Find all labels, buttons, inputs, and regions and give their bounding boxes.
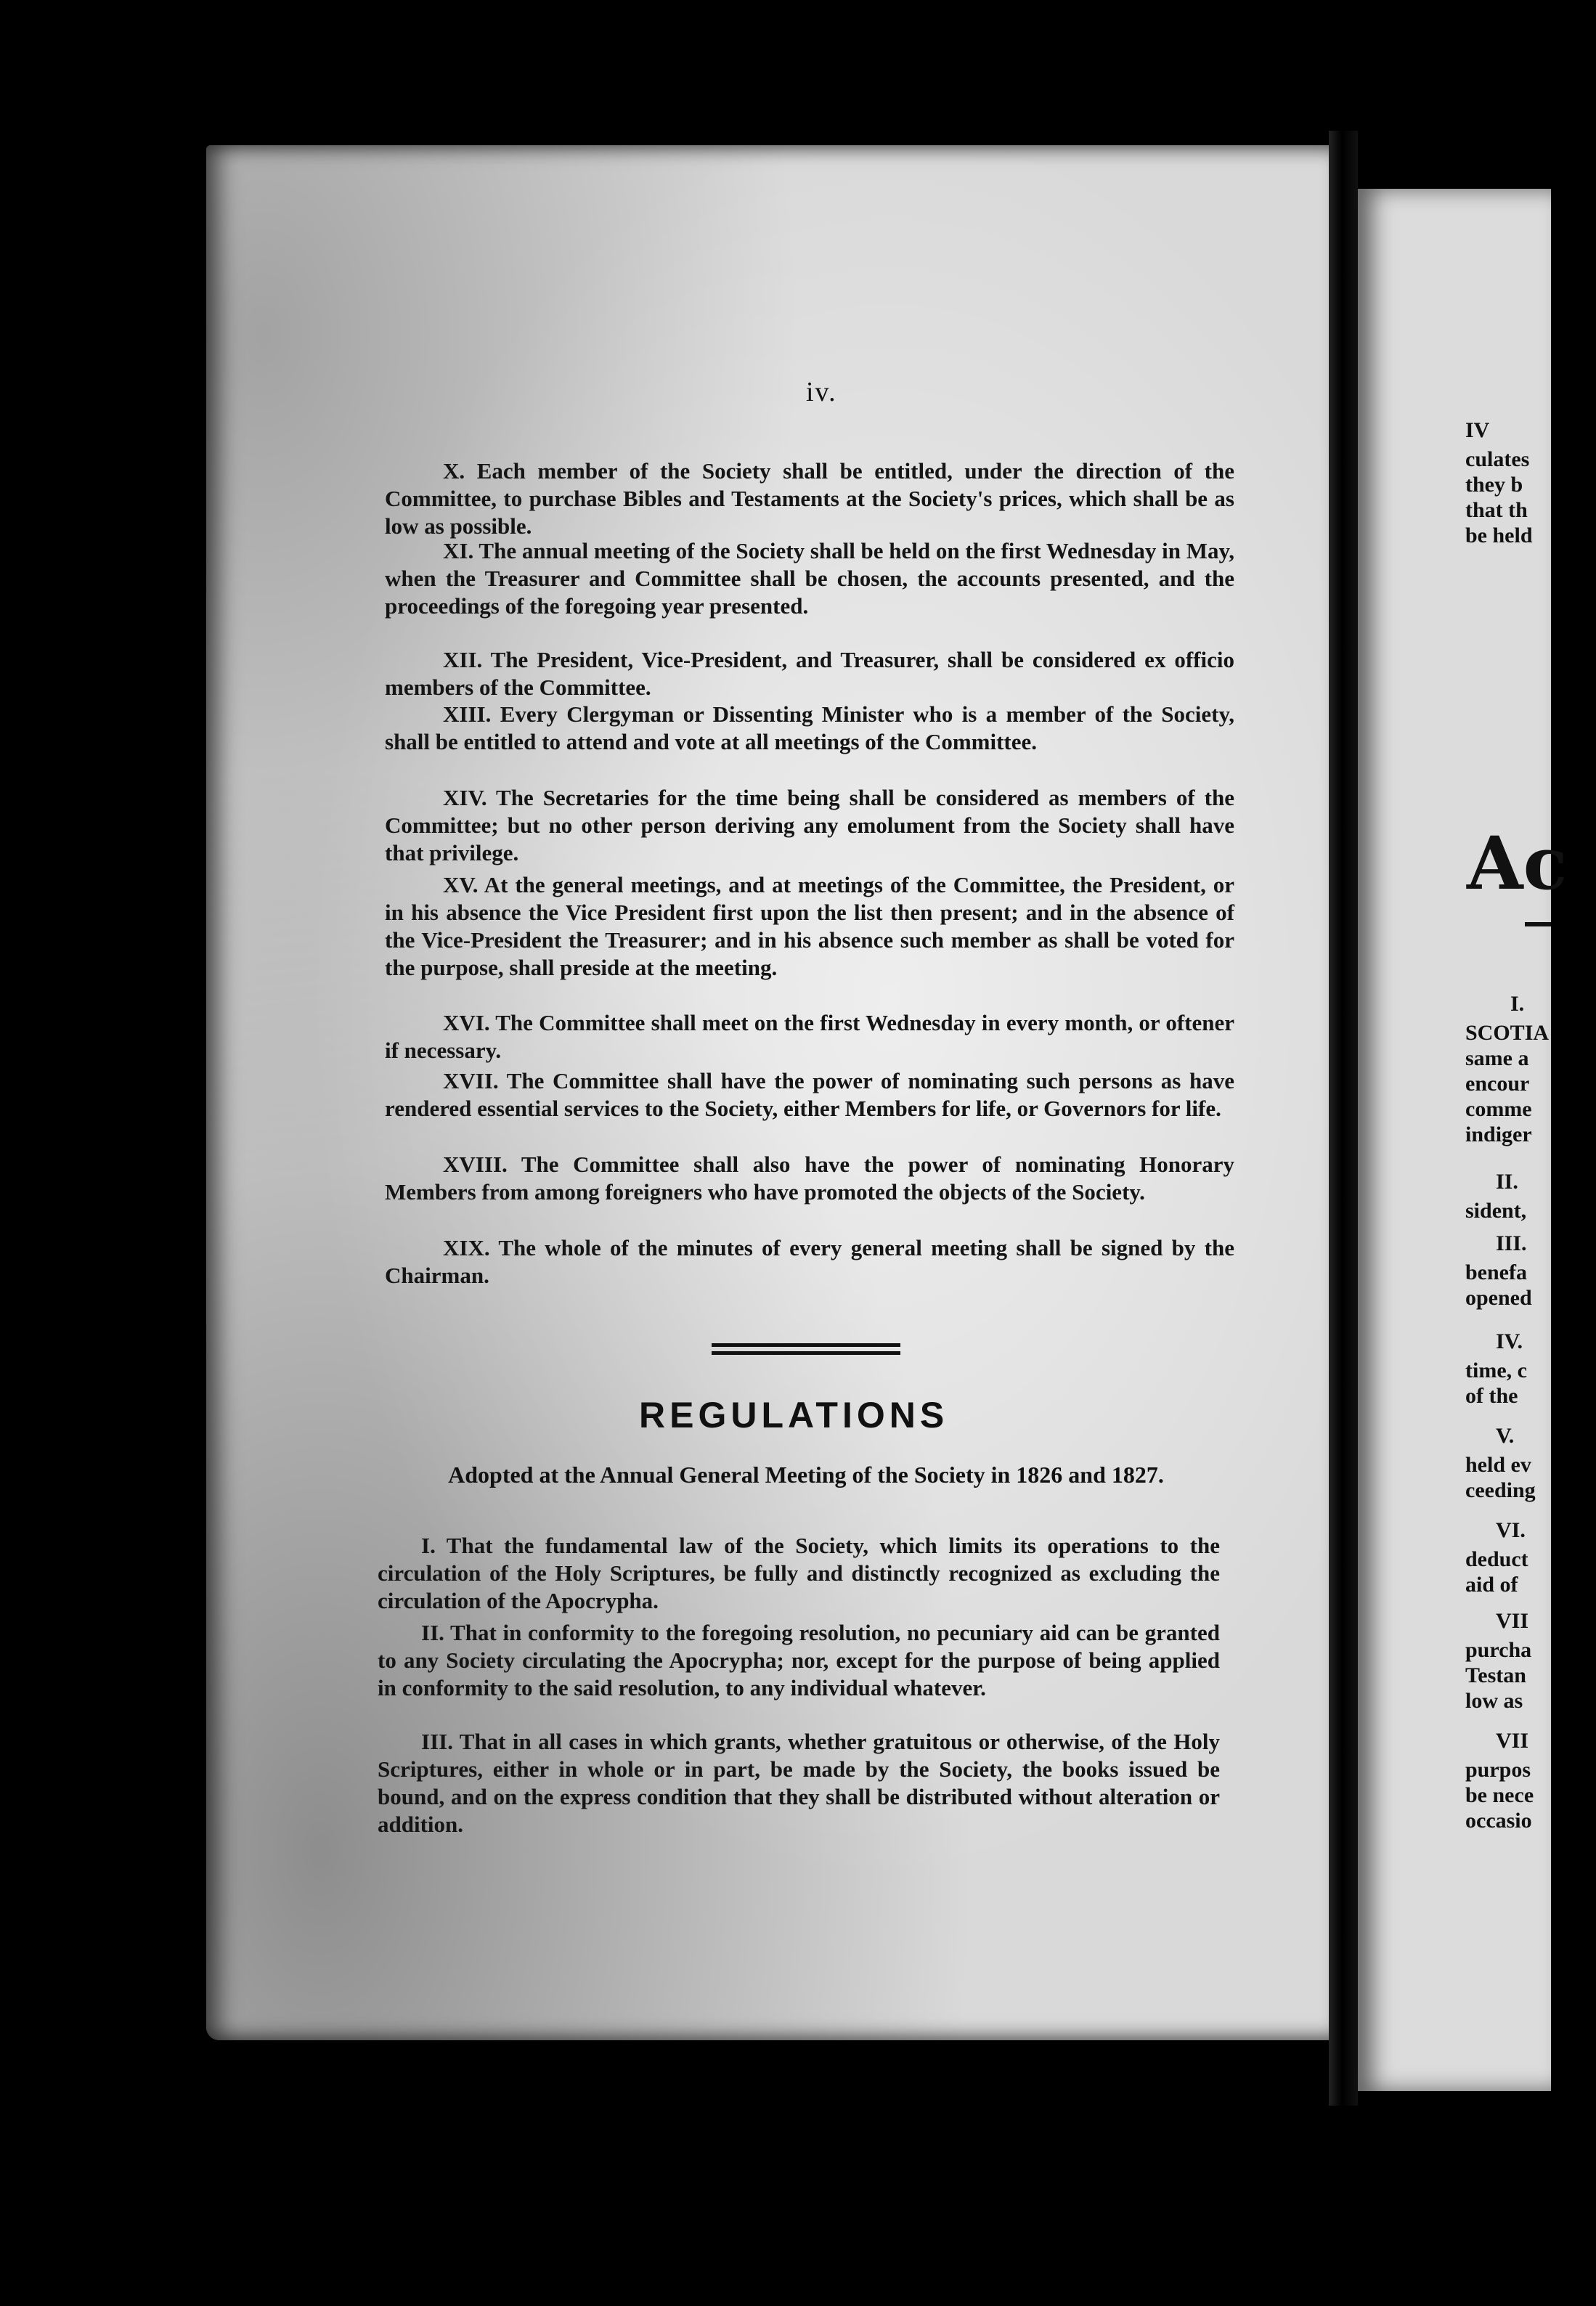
page-folio: iv. bbox=[806, 377, 837, 407]
article-xi: XI. The annual meeting of the Society shall be held on the first Wednesday in May, when the Treasurer and Committee shall be chosen, the accounts presented, and the proceedings of the foregoing year presented. bbox=[385, 538, 1234, 619]
book-gutter bbox=[1329, 131, 1358, 2106]
article-xiv: XIV. The Secretaries for the time being shall be considered as members of the Committee; but no other person deriving any emolument from the Society shall have that privilege. bbox=[385, 785, 1234, 865]
right-page-rule bbox=[1525, 922, 1551, 926]
article-xiii: XIII. Every Clergyman or Dissenting Minister who is a member of the Society, shall be entitled to attend and vote at all meetings of the Committee. bbox=[385, 701, 1234, 754]
regulation-iii: III. That in all cases in which grants, whether gratuitous or otherwise, of the Holy Scriptures, either in whole or in part, be made by the Society, the books issued be bound, and on the express condition that they shall be distributed without alteration or addition. bbox=[378, 1729, 1220, 1837]
right-line: that th bbox=[1465, 498, 1528, 522]
right-line: VI. bbox=[1496, 1518, 1526, 1542]
article-xv: XV. At the general meetings, and at meetings of the Committee, the President, or in his absence the Vice President first upon the list then present; and in the absence of the Vice-President the Treasurer; and in his absence such member as shall be voted for the purpose, shall preside at the meeting. bbox=[385, 872, 1234, 980]
right-line: indiger bbox=[1465, 1123, 1532, 1146]
article-xvii: XVII. The Committee shall have the power of nominating such persons as have rendered essential services to the Society, either Members for life, or Governors for life. bbox=[385, 1068, 1234, 1121]
right-line: comme bbox=[1465, 1097, 1532, 1121]
right-line: sident, bbox=[1465, 1199, 1527, 1223]
regulations-heading: REGULATIONS bbox=[639, 1395, 949, 1435]
section-divider bbox=[712, 1343, 900, 1359]
right-line: IV. bbox=[1496, 1329, 1523, 1353]
right-line: purpos bbox=[1465, 1758, 1531, 1782]
right-line: benefa bbox=[1465, 1260, 1527, 1284]
article-xvi: XVI. The Committee shall meet on the first Wednesday in every month, or oftener if necessary. bbox=[385, 1010, 1234, 1063]
right-line: they b bbox=[1465, 473, 1523, 497]
right-line: occasio bbox=[1465, 1809, 1532, 1833]
right-line: III. bbox=[1496, 1231, 1527, 1255]
right-line: I. bbox=[1510, 992, 1525, 1016]
right-line: time, c bbox=[1465, 1358, 1527, 1382]
right-line: be held bbox=[1465, 523, 1533, 547]
right-line: SCOTIA bbox=[1465, 1021, 1550, 1045]
right-line: ceeding bbox=[1465, 1478, 1536, 1502]
article-xviii: XVIII. The Committee shall also have the power of nominating Honorary Members from among foreigners who have promoted the objects of the Society. bbox=[385, 1152, 1234, 1205]
right-line: II. bbox=[1496, 1170, 1518, 1194]
right-line: aid of bbox=[1465, 1573, 1518, 1597]
right-line: low as bbox=[1465, 1689, 1523, 1713]
right-line: VII bbox=[1496, 1609, 1529, 1633]
divider-rule bbox=[712, 1343, 900, 1347]
right-line: culates bbox=[1465, 447, 1530, 471]
regulation-ii: II. That in conformity to the foregoing resolution, no pecuniary aid can be granted to any Society circulating the Apocrypha; nor, except for the purpose of being applied in conformity to the said resolution, to any individual whatever. bbox=[378, 1620, 1220, 1700]
right-line: VII bbox=[1496, 1729, 1529, 1753]
regulations-subtitle: Adopted at the Annual General Meeting of the Society in 1826 and 1827. bbox=[448, 1462, 1164, 1488]
right-line: of the bbox=[1465, 1384, 1518, 1408]
divider-rule bbox=[712, 1351, 900, 1355]
right-line: purcha bbox=[1465, 1638, 1532, 1662]
right-line: Testan bbox=[1465, 1663, 1526, 1687]
article-xix: XIX. The whole of the minutes of every general meeting shall be signed by the Chairman. bbox=[385, 1235, 1234, 1288]
right-line: held ev bbox=[1465, 1453, 1531, 1477]
article-x: X. Each member of the Society shall be entitled, under the direction of the Committee, to purchase Bibles and Testaments at the Society's prices, which shall be as low as possible. bbox=[385, 458, 1234, 539]
right-line: same a bbox=[1465, 1046, 1529, 1070]
right-line: opened bbox=[1465, 1286, 1532, 1310]
right-line: IV bbox=[1465, 418, 1490, 442]
right-line: encour bbox=[1465, 1072, 1530, 1096]
right-page-heading-fragment: Ac bbox=[1467, 820, 1568, 906]
right-line: deduct bbox=[1465, 1547, 1528, 1571]
regulation-i: I. That the fundamental law of the Society, which limits its operations to the circulation of the Holy Scriptures, be fully and distinctly recognized as excluding the circulation of the Apocrypha. bbox=[378, 1533, 1220, 1613]
right-line: V. bbox=[1496, 1424, 1515, 1448]
article-xii: XII. The President, Vice-President, and Treasurer, shall be considered ex officio members of the Committee. bbox=[385, 647, 1234, 700]
right-line: be nece bbox=[1465, 1783, 1534, 1807]
